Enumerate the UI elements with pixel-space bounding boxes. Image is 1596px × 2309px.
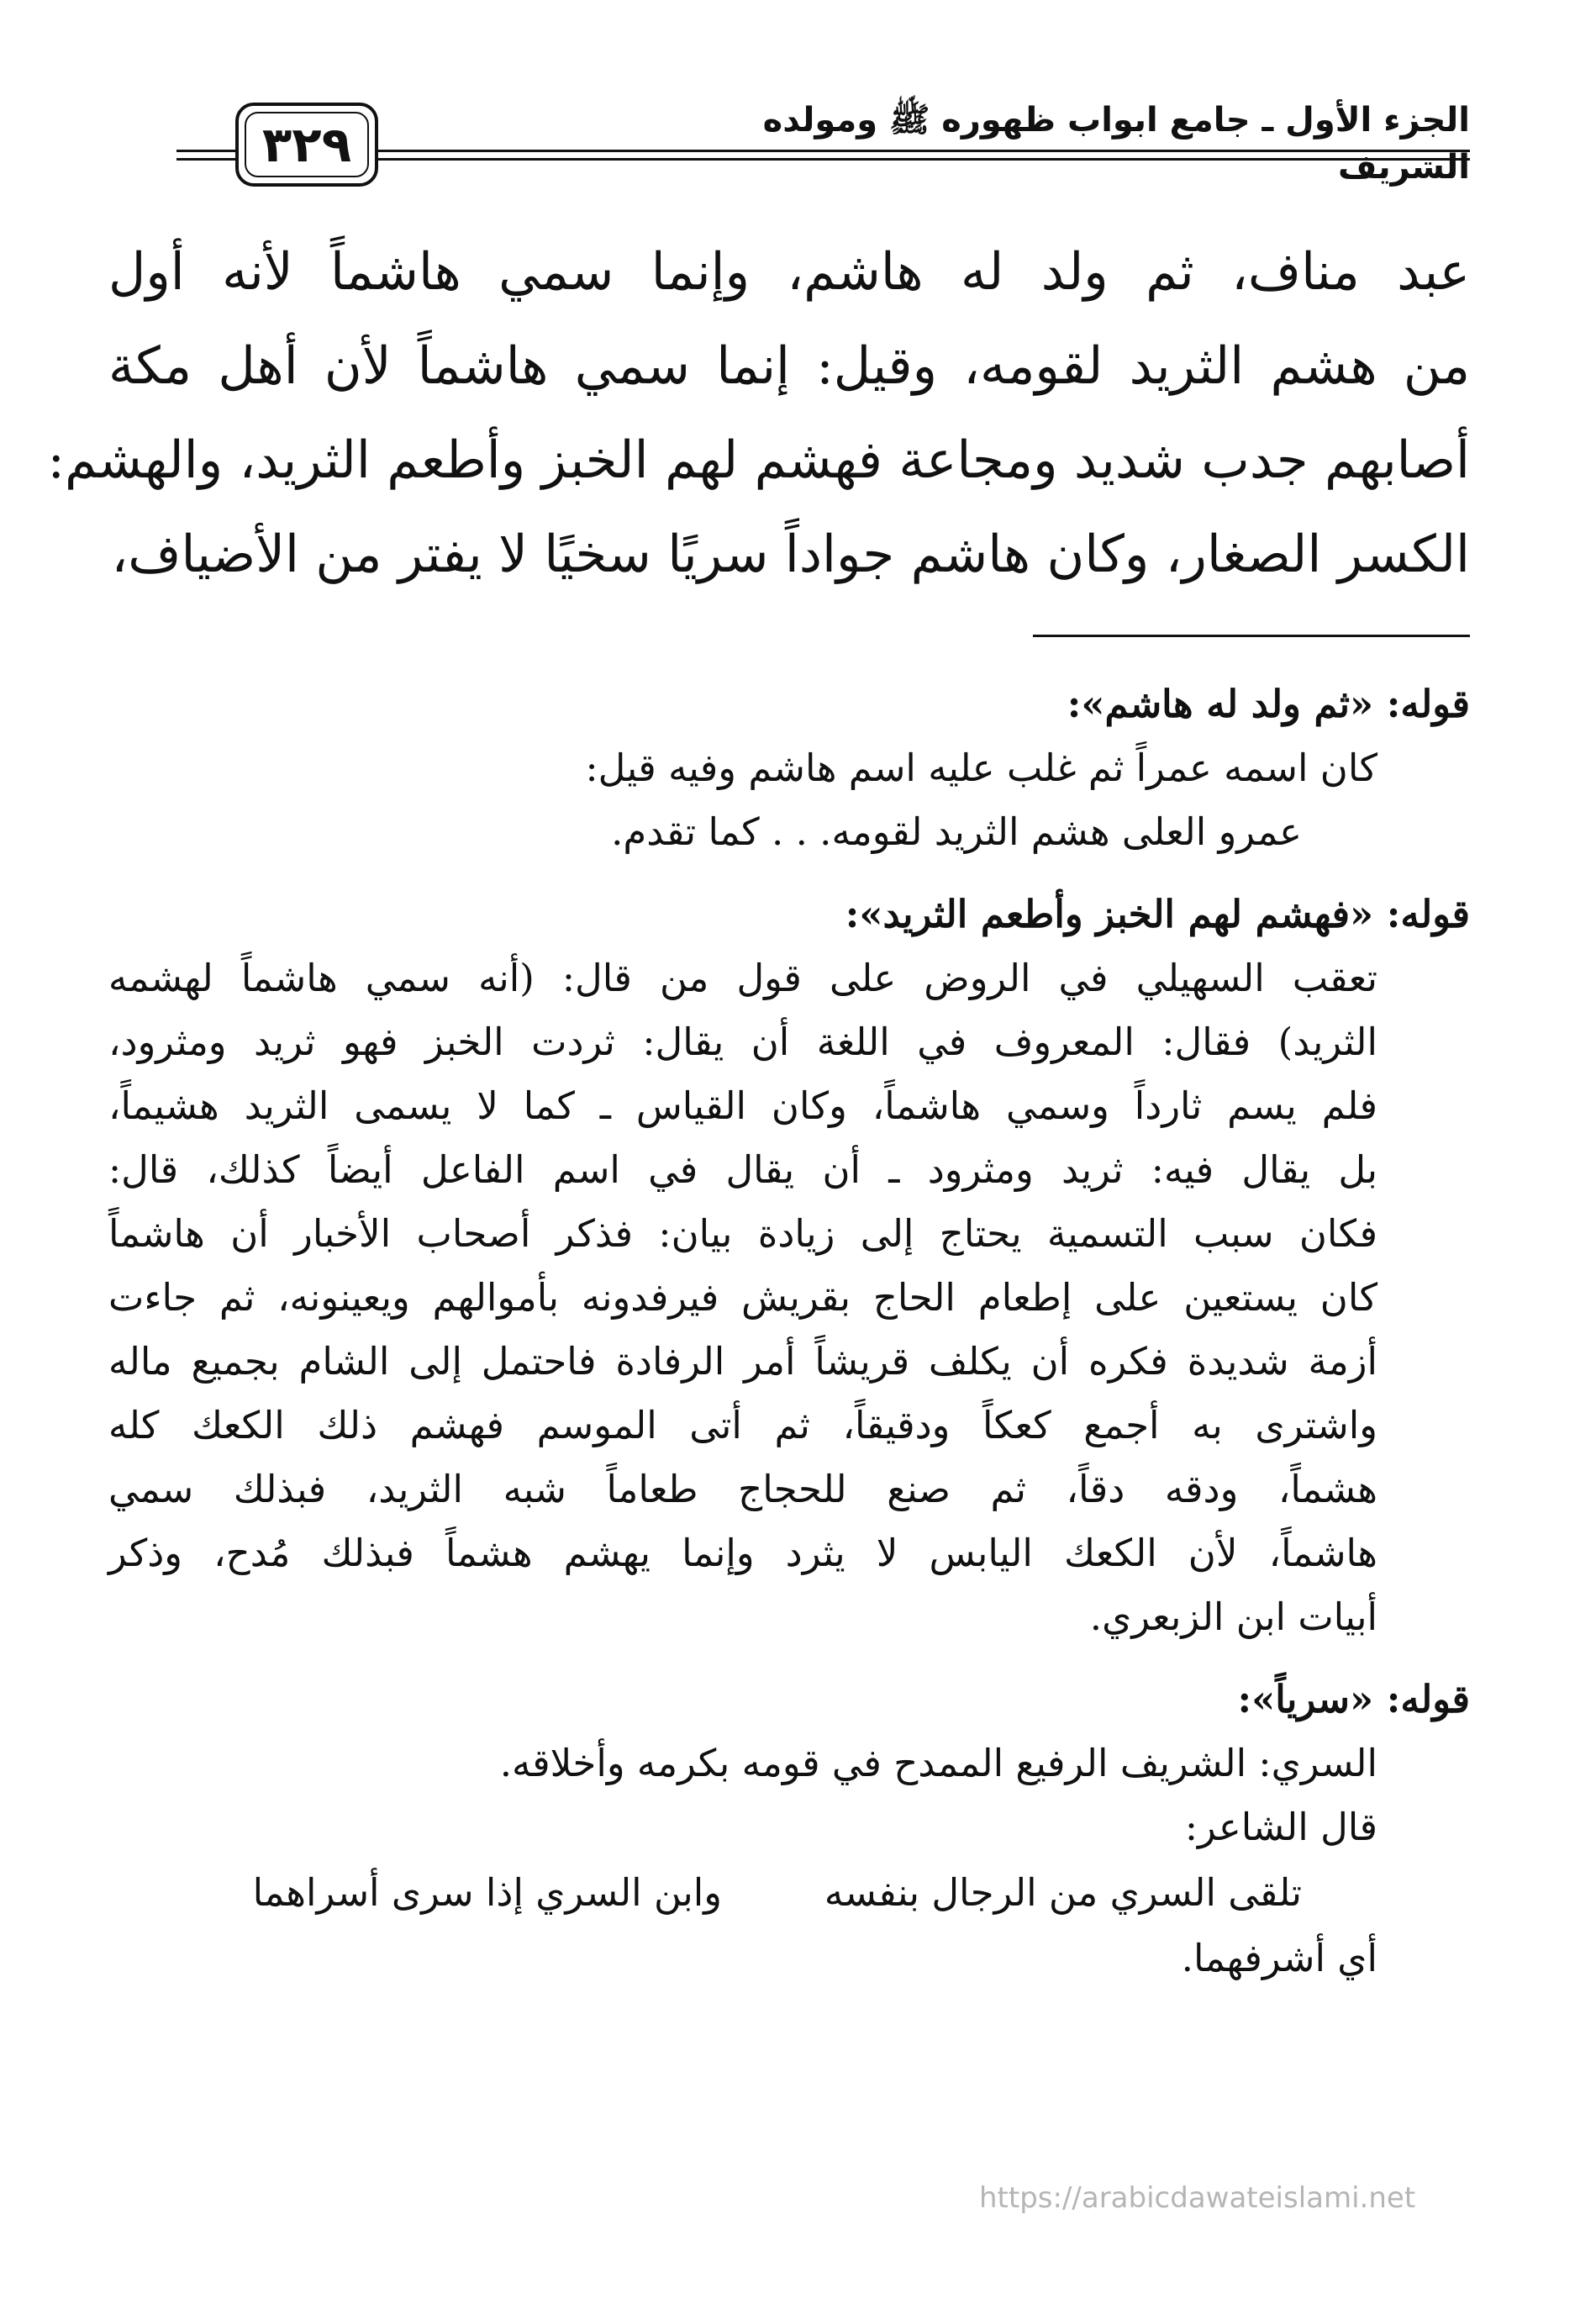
note-heading: قوله: «فهشم لهم الخبز وأطعم الثريد»: xyxy=(845,892,1470,936)
note-text-line: فلم يسم ثارداً وسمي هاشماً، وكان القياس ـ كما لا يسمى الثريد هشيماً، xyxy=(108,1083,1377,1128)
main-text-line: الكسر الصغار، وكان هاشم جواداً سريًا سخيًا لا يفتر من الأضياف، xyxy=(111,525,1470,584)
note-text-line: كان يستعين على إطعام الحاج بقريش فيرفدونه بأموالهم ويعينونه، ثم جاءت xyxy=(108,1275,1377,1320)
note-text-line: أزمة شديدة فكره أن يكلف قريشاً أمر الرفادة فاحتمل إلى الشام بجميع ماله xyxy=(108,1339,1377,1384)
verse-second-hemistich: وابن السري إذا سرى أسراهما xyxy=(252,1870,722,1915)
note-heading: قوله: «ثم ولد له هاشم»: xyxy=(1067,682,1470,726)
main-text-line: عبد مناف، ثم ولد له هاشم، وإنما سمي هاشماً لأنه أول xyxy=(108,242,1470,302)
poetry-verse xyxy=(108,1859,1302,1927)
note-text: أي أشرفهما. xyxy=(1181,1936,1377,1980)
note-text-line: الثريد) فقال: المعروف في اللغة أن يقال: ثردت الخبز فهو ثريد ومثرود، xyxy=(108,1020,1377,1064)
note-quote: عمرو العلى هشم الثريد لقومه. . . كما تقدم. xyxy=(611,809,1302,854)
header-rule-left-top xyxy=(176,150,235,152)
main-text xyxy=(47,225,1470,602)
page-number-frame xyxy=(235,103,378,187)
note-text: قال الشاعر: xyxy=(1184,1805,1377,1849)
note-text-line: أبيات ابن الزبعري. xyxy=(1089,1595,1377,1639)
watermark-url: https://arabicdawateislami.net xyxy=(979,2181,1416,2215)
main-text-line: أصابهم جدب شديد ومجاعة فهشم لهم الخبز وأطعم الثريد، والهشم: xyxy=(47,430,1470,490)
note-text-line: فكان سبب التسمية يحتاج إلى زيادة بيان: فذكر أصحاب الأخبار أن هاشماً xyxy=(108,1211,1377,1256)
commentary xyxy=(108,672,1470,1990)
note-text: كان اسمه عمراً ثم غلب عليه اسم هاشم وفيه قيل: xyxy=(585,746,1377,790)
header-rule-bottom xyxy=(377,158,1470,161)
note-text-line: واشترى به أجمع كعكاً ودقيقاً، ثم أتى الموسم فهشم ذلك الكعك كله xyxy=(108,1403,1377,1447)
header-rule-top xyxy=(377,150,1470,152)
header-rule-left-bottom xyxy=(176,158,235,161)
note-text-line: هشماً، ودقه دقاً، ثم صنع للحجاج طعاماً شبه الثريد، فبذلك سمي xyxy=(108,1467,1377,1511)
note-text-line: تعقب السهيلي في الروض على قول من قال: (أنه سمي هاشماً لهشمه xyxy=(108,956,1377,1000)
running-title: الجزء الأول ـ جامع ابواب ظهوره ﷺ ومولده الشريف xyxy=(762,101,1470,187)
page-number: ٣٢٩ xyxy=(261,116,352,173)
main-text-line: من هشم الثريد لقومه، وقيل: إنما سمي هاشماً لأن أهل مكة xyxy=(108,336,1470,396)
footnote-separator xyxy=(1033,635,1470,637)
note-text-line: هاشماً، لأن الكعك اليابس لا يثرد وإنما يهشم هشماً فبذلك مُدح، وذكر xyxy=(108,1531,1377,1575)
verse-first-hemistich: تلقى السري من الرجال بنفسه xyxy=(824,1870,1302,1915)
note-text: السري: الشريف الرفيع الممدح في قومه بكرمه وأخلاقه. xyxy=(499,1741,1377,1785)
note-heading: قوله: «سرياً»: xyxy=(1237,1677,1470,1721)
note-text-line: بل يقال فيه: ثريد ومثرود ـ أن يقال في اسم الفاعل أيضاً كذلك، قال: xyxy=(108,1147,1377,1192)
